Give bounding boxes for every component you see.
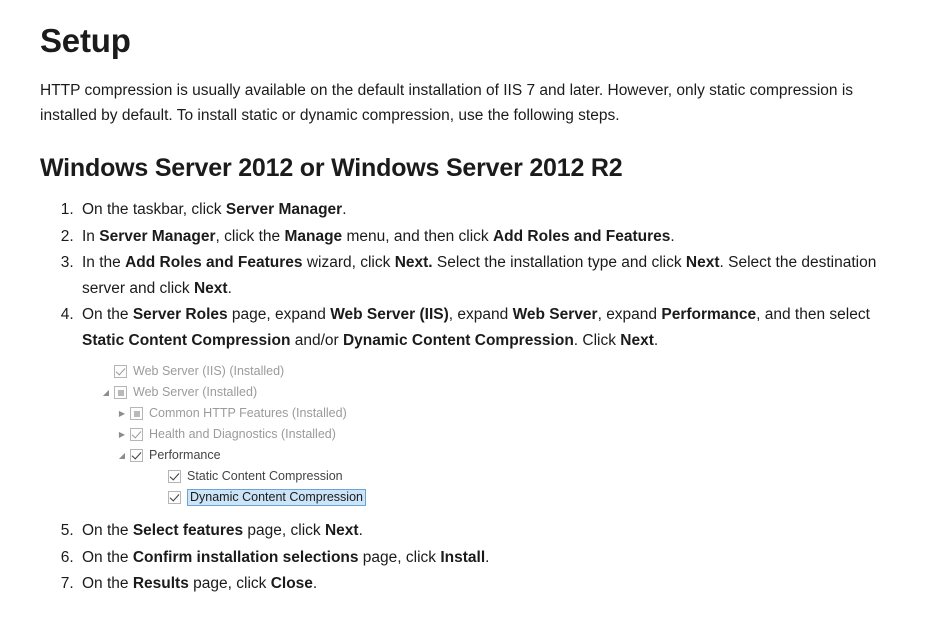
step5-text-2: page, click — [243, 522, 325, 539]
step5-bold-1: Select features — [132, 522, 244, 539]
server-roles-tree-screenshot — [98, 361, 900, 508]
step4-text-1: On the — [82, 306, 133, 323]
tree-item-label: Web Server (IIS) (Installed) — [133, 364, 285, 378]
step1-text-2: . — [342, 201, 347, 218]
step4-text-6: and/or — [290, 331, 343, 349]
list-item-step-2 — [78, 224, 900, 250]
list-item-step-5 — [78, 518, 900, 544]
step4-text-3: , expand — [448, 306, 513, 323]
tree-item-label: Health and Diagnostics (Installed) — [149, 427, 336, 441]
step4-text-5: , and then select — [756, 306, 870, 323]
step7-bold-1: Results — [132, 575, 189, 592]
step6-text-3: . — [485, 548, 490, 566]
checkbox-common-http-features[interactable] — [130, 407, 143, 420]
step4-bold-6: Dynamic Content Compression — [342, 331, 574, 349]
tree-item-label: Performance — [149, 448, 221, 462]
step4-text-8: . — [653, 331, 659, 349]
step5-bold-2: Next — [324, 522, 359, 539]
tree-item-label: Web Server (Installed) — [133, 385, 258, 399]
checkbox-dynamic-content-compression[interactable] — [168, 491, 181, 504]
step2-text-4: . — [670, 227, 675, 245]
step7-text-1: On the — [82, 575, 133, 592]
step6-bold-1: Confirm installation selections — [132, 548, 359, 566]
tree-item-label-selected: Dynamic Content Compression — [187, 489, 366, 506]
step5-text-1: On the — [82, 522, 133, 539]
list-item-step-7 — [78, 571, 900, 597]
tree-row[interactable] — [98, 466, 900, 487]
step7-bold-2: Close — [270, 575, 313, 592]
step2-text-2: , click the — [215, 227, 285, 245]
list-item-step-6 — [78, 545, 900, 571]
list-item-step-3 — [78, 250, 900, 301]
step3-bold-2: Next. — [394, 254, 433, 271]
step6-bold-2: Install — [440, 548, 486, 566]
step3-bold-4: Next — [193, 279, 228, 297]
tree-row[interactable] — [98, 445, 900, 466]
tree-row[interactable] — [98, 382, 900, 403]
chevron-right-icon[interactable]: ▶ — [118, 430, 126, 439]
step2-bold-3: Add Roles and Features — [492, 227, 671, 245]
tree-item-label: Common HTTP Features (Installed) — [149, 406, 347, 420]
step2-bold-1: Server Manager — [99, 227, 216, 245]
step4-text-4: , expand — [597, 306, 662, 323]
step6-text-1: On the — [82, 548, 133, 566]
step6-text-2: page, click — [358, 548, 441, 566]
checkbox-health-and-diagnostics[interactable] — [130, 428, 143, 441]
checkbox-web-server-iis[interactable] — [114, 365, 127, 378]
list-item-step-4 — [78, 302, 900, 508]
step4-text-2: page, expand — [227, 306, 331, 323]
checkbox-performance[interactable] — [130, 449, 143, 462]
step4-bold-2: Web Server (IIS) — [330, 306, 449, 323]
step3-text-3: Select the installation type and click — [432, 254, 686, 271]
step7-text-2: page, click — [188, 575, 271, 592]
tree-item-label: Static Content Compression — [187, 469, 343, 483]
step4-bold-7: Next — [620, 331, 654, 349]
steps-list — [40, 197, 900, 597]
step4-bold-3: Web Server — [512, 306, 598, 323]
checkbox-static-content-compression[interactable] — [168, 470, 181, 483]
step3-text-2: wizard, click — [302, 254, 395, 271]
checkbox-web-server[interactable] — [114, 386, 127, 399]
tree-row[interactable] — [98, 487, 900, 508]
step1-text-1: On the taskbar, click — [82, 201, 226, 218]
step3-bold-3: Next — [685, 254, 720, 271]
step5-text-3: . — [358, 522, 363, 539]
chevron-icon — [152, 487, 168, 508]
step3-text-1: In the — [82, 254, 126, 271]
tree-row[interactable] — [98, 424, 900, 445]
step3-bold-1: Add Roles and Features — [125, 254, 303, 271]
chevron-down-icon[interactable]: ◢ — [102, 388, 110, 397]
tree-row[interactable] — [98, 361, 900, 382]
page-title: Setup — [40, 22, 131, 59]
step2-text-3: menu, and then click — [342, 227, 493, 245]
step4-text-7: . Click — [573, 331, 621, 349]
step3-text-4: . Select the destination server and click — [82, 254, 877, 297]
step3-text-5: . — [227, 279, 232, 297]
step4-bold-5: Static Content Compression — [82, 331, 291, 349]
step2-bold-2: Manage — [284, 227, 343, 245]
section-heading: Windows Server 2012 or Windows Server 2012 R2 — [40, 154, 623, 182]
step4-bold-4: Performance — [661, 306, 757, 323]
step4-bold-1: Server Roles — [132, 306, 228, 323]
intro-paragraph: HTTP compression is usually available on the default installation of IIS 7 and later. However, only static compression is installed by default. To install static or dynamic compression, use the following steps. — [40, 82, 854, 124]
chevron-icon — [152, 466, 168, 487]
chevron-down-icon[interactable]: ◢ — [118, 451, 126, 460]
step1-bold-1: Server Manager — [225, 201, 343, 218]
step2-text-1: In — [82, 227, 100, 245]
chevron-right-icon[interactable]: ▶ — [118, 409, 126, 418]
step7-text-3: . — [312, 575, 318, 592]
list-item-step-1 — [78, 197, 900, 223]
tree-row[interactable] — [98, 403, 900, 424]
chevron-icon — [98, 361, 114, 382]
